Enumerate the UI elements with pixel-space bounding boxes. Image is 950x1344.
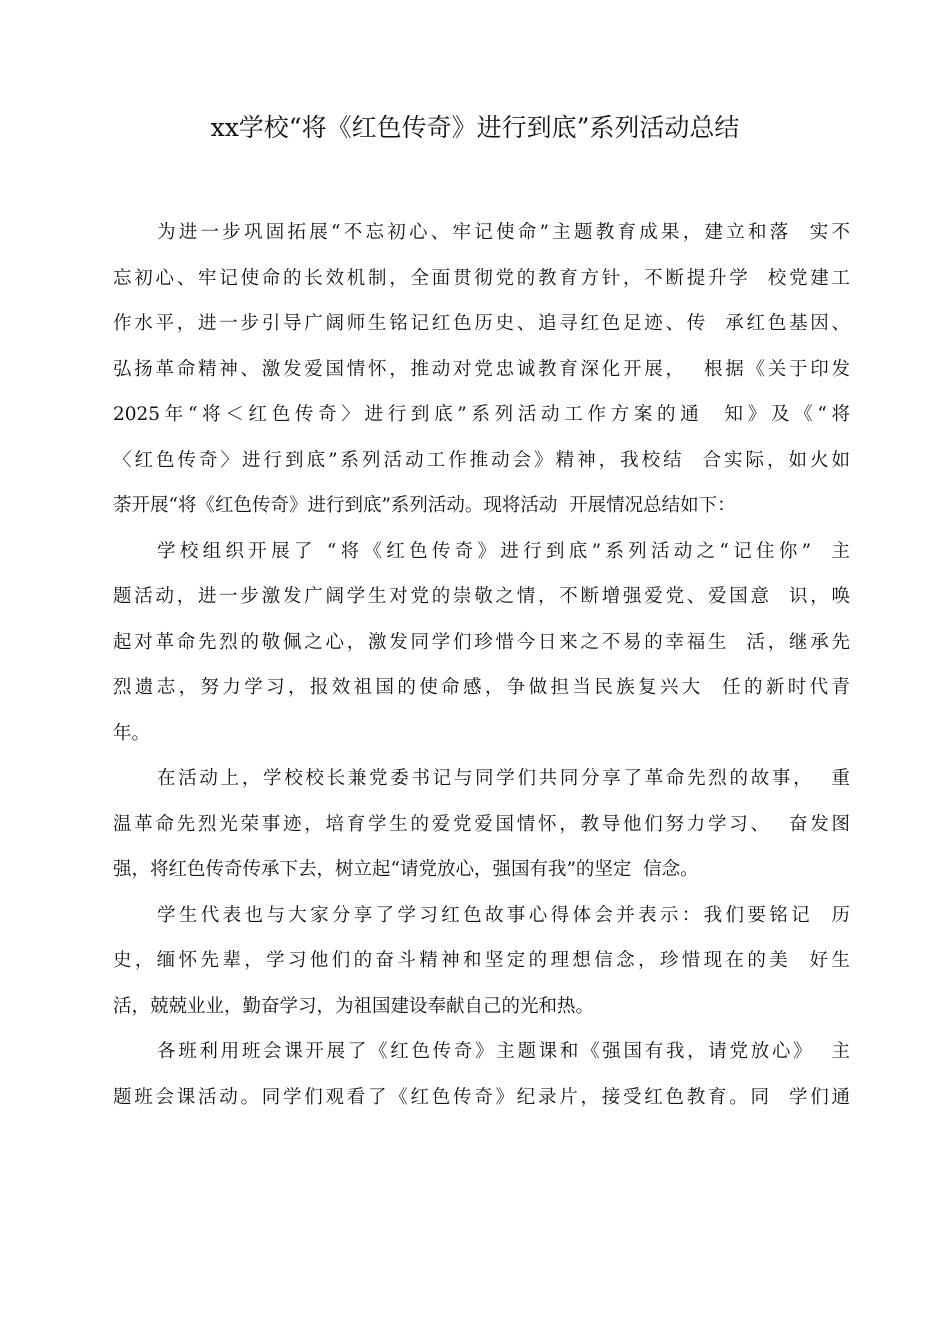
paragraph-line: 温革命先烈光荣事迹，培育学生的爱党爱国情怀，教导他们努力学习、 奋发图 bbox=[113, 813, 850, 835]
paragraph-intro bbox=[113, 210, 850, 529]
paragraph-line: 题班会课活动。同学们观看了《红色传奇》纪录片，接受红色教育。同 学们通 bbox=[113, 1086, 850, 1108]
paragraph-line: 在活动上，学校校长兼党委书记与同学们共同分享了革命先烈的故事， 重 bbox=[157, 768, 850, 789]
paragraph-remember-you bbox=[113, 529, 850, 757]
paragraph-principal-story bbox=[113, 756, 850, 893]
paragraph-line: 烈遗志，努力学习，报效祖国的使命感，争做担当民族复兴大 任的新时代青 bbox=[113, 677, 850, 698]
paragraph-line: 年。 bbox=[113, 722, 151, 744]
paragraph-line: 2025年“将＜红色传奇〉进行到底”系列活动工作方案的通 知》及《“将 bbox=[113, 404, 850, 425]
paragraph-line: 忘初心、牢记使命的长效机制，全面贯彻党的教育方针，不断提升学 校党建工 bbox=[113, 267, 850, 289]
paragraph-line: 为进一步巩固拓展“不忘初心、牢记使命”主题教育成果，建立和落 实不 bbox=[157, 222, 850, 243]
paragraph-class-meetings bbox=[113, 1029, 850, 1120]
paragraph-line: 作水平，进一步引导广阔师生铭记红色历史、追寻红色足迹、传 承红色基因、 bbox=[113, 313, 850, 334]
paragraph-line: 各班利用班会课开展了《红色传奇》主题课和《强国有我，请党放心》 主 bbox=[157, 1041, 850, 1062]
paragraph-line: 〈红色传奇〉进行到底”系列活动工作推动会》精神，我校结 合实际，如火如 bbox=[113, 449, 850, 471]
paragraph-line: 学生代表也与大家分享了学习红色故事心得体会并表示：我们要铭记 历 bbox=[157, 904, 850, 926]
paragraph-line: 学校组织开展了 “将《红色传奇》进行到底”系列活动之“记住你” 主 bbox=[157, 540, 850, 562]
paragraph-line: 史，缅怀先辈，学习他们的奋斗精神和坚定的理想信念，珍惜现在的美 好生 bbox=[113, 950, 850, 971]
paragraph-line: 题活动，进一步激发广阔学生对党的崇敬之情，不断增强爱党、爱国意 识，唤 bbox=[113, 586, 850, 607]
paragraph-line: 荼开展“将《红色传奇》进行到底”系列活动。现将活动 开展情况总结如下： bbox=[113, 495, 736, 516]
document-title: xx学校“将《红色传奇》进行到底”系列活动总结 bbox=[210, 113, 740, 142]
document-body bbox=[113, 210, 850, 1120]
paragraph-line: 活，兢兢业业，勤奋学习，为祖国建设奉献自己的光和热。 bbox=[113, 995, 595, 1017]
paragraph-line: 强，将红色传奇传承下去，树立起“请党放心，强国有我”的坚定 信念。 bbox=[113, 859, 699, 880]
paragraph-line: 起对革命先烈的敬佩之心，激发同学们珍惜今日来之不易的幸福生 活，继承先 bbox=[113, 631, 850, 653]
paragraph-student-representative bbox=[113, 893, 850, 1030]
paragraph-line: 弘扬革命精神、激发爱国情怀，推动对党忠诚教育深化开展， 根据《关于印发 bbox=[113, 358, 850, 380]
